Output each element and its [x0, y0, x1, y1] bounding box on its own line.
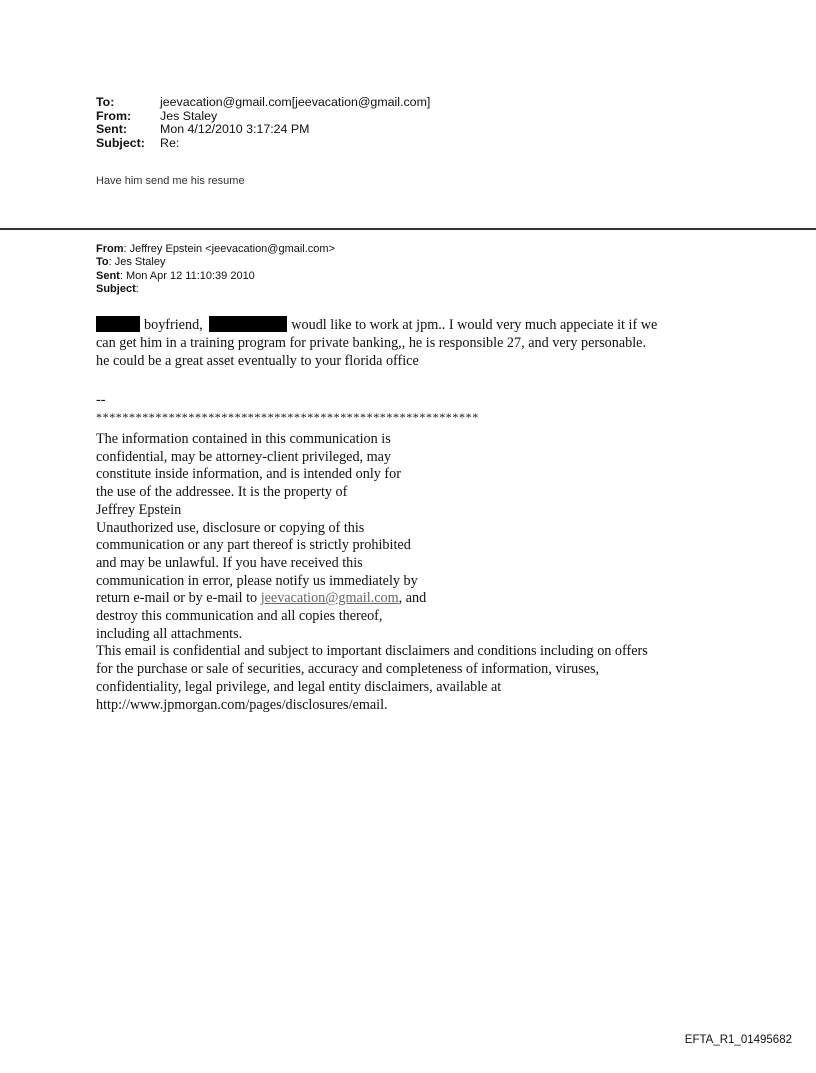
message-line-3: he could be a great asset eventually to your florida office — [96, 352, 419, 369]
sent-row — [96, 123, 430, 137]
message-line-1 — [96, 316, 756, 335]
redaction-box — [209, 316, 287, 332]
disclaimer-line: including all attachments. — [96, 625, 243, 642]
disclaimer-text: , and — [398, 590, 427, 607]
redaction-box — [96, 316, 140, 332]
disclaimer-line — [96, 590, 756, 608]
disclaimer-line: Unauthorized use, disclosure or copying of this — [96, 519, 365, 536]
disclaimer-line: The information contained in this communication is — [96, 431, 391, 447]
from-value: Jes Staley — [160, 108, 218, 123]
fwd-subject-label: Subject — [96, 282, 136, 295]
to-row — [96, 96, 430, 110]
fwd-subject-row — [96, 283, 335, 296]
message-line-1-part2: woudl like to work at jpm.. I would very much appeciate it if we — [291, 317, 658, 333]
sent-value: Mon 4/12/2010 3:17:24 PM — [160, 122, 310, 137]
disclaimer-line: communication in error, please notify us immediately by — [96, 572, 418, 589]
fwd-to-row — [96, 256, 335, 269]
disclaimer-line: for the purchase or sale of securities, accuracy and completeness of information, viruses, — [96, 661, 600, 678]
forwarded-header — [96, 243, 335, 296]
sent-label: Sent: — [96, 122, 127, 137]
disclaimer-line: Jeffrey Epstein — [96, 501, 182, 518]
signature-separator — [96, 392, 479, 424]
to-value: jeevacation@gmail.com[jeevacation@gmail.com] — [160, 95, 431, 109]
subject-row — [96, 137, 430, 151]
disclaimer-text: return e-mail or by e-mail to — [96, 590, 261, 607]
fwd-sent-value: : Mon Apr 12 11:10:39 2010 — [119, 269, 255, 282]
reply-text: Have him send me his resume — [96, 175, 245, 187]
signature-dashes: -- — [96, 392, 106, 408]
disclaimer-line: confidential, may be attorney-client privileged, may — [96, 448, 392, 465]
disclaimer — [96, 431, 756, 714]
disclaimer-line: communication or any part thereof is strictly prohibited — [96, 537, 411, 554]
disclaimer-line: http://www.jpmorgan.com/pages/disclosures/email. — [96, 696, 388, 713]
fwd-sent-label: Sent — [96, 269, 120, 282]
subject-value: Re: — [160, 135, 180, 150]
message-line-1-part1: boyfriend, — [144, 317, 207, 333]
disclaimer-line: and may be unlawful. If you have received this — [96, 554, 363, 571]
disclaimer-line: the use of the addressee. It is the property of — [96, 484, 348, 501]
from-row — [96, 110, 430, 124]
message-body — [96, 316, 756, 370]
fwd-subject-value: : — [135, 282, 139, 295]
disclaimer-line: This email is confidential and subject to important disclaimers and conditions including on offers — [96, 643, 648, 660]
section-divider — [0, 228, 816, 230]
fwd-to-label: To — [96, 256, 109, 269]
fwd-from-row — [96, 243, 335, 256]
from-label: From: — [96, 108, 132, 123]
fwd-sent-row — [96, 270, 335, 283]
fwd-from-value: : Jeffrey Epstein <jeevacation@gmail.com> — [123, 243, 336, 255]
signature-stars: ********************************************************** — [96, 409, 479, 424]
email-link[interactable]: jeevacation@gmail.com — [260, 590, 399, 607]
email-header — [96, 96, 430, 150]
disclaimer-line: constitute inside information, and is intended only for — [96, 466, 401, 483]
message-line-2: can get him in a training program for private banking,, he is responsible 27, and very personable. — [96, 334, 647, 351]
fwd-from-label: From — [96, 243, 124, 255]
subject-label: Subject: — [96, 135, 145, 150]
disclaimer-line: confidentiality, legal privilege, and legal entity disclaimers, available at — [96, 678, 502, 695]
fwd-to-value: : Jes Staley — [108, 256, 166, 269]
document-id-footer: EFTA_R1_01495682 — [684, 1034, 792, 1046]
disclaimer-line: destroy this communication and all copies thereof, — [96, 608, 383, 625]
to-label: To: — [96, 95, 115, 109]
